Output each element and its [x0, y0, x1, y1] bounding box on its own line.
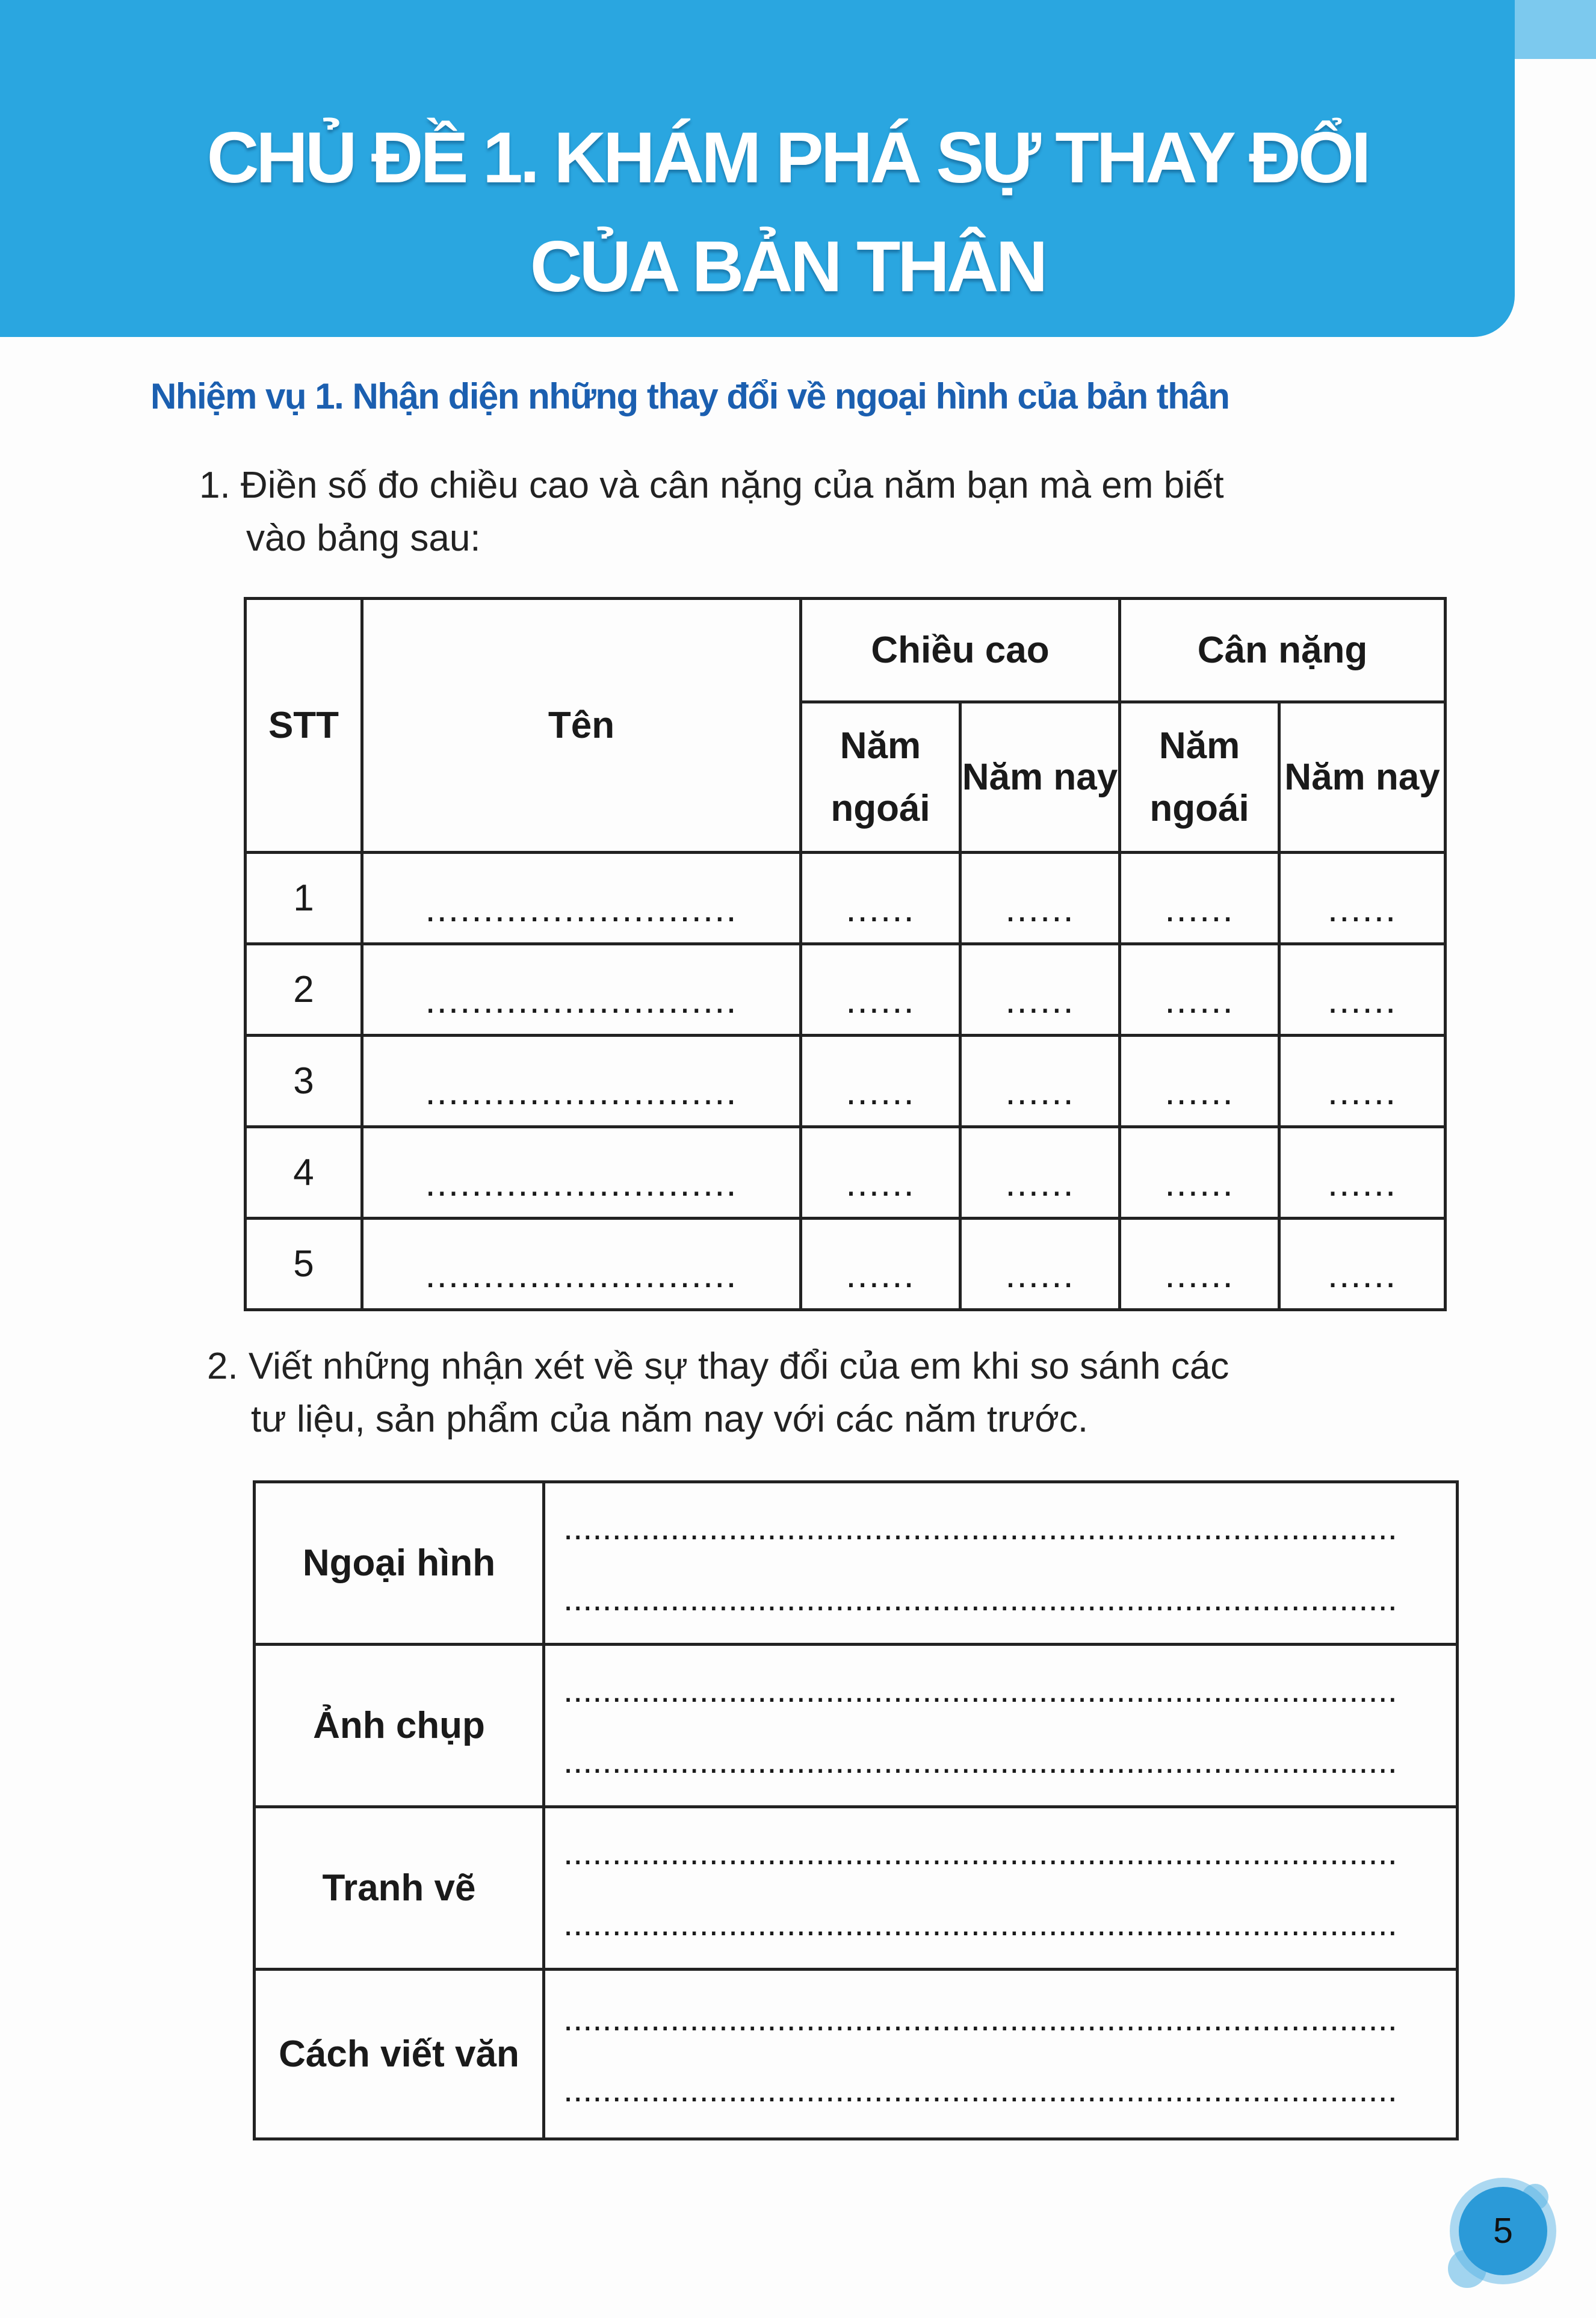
- row-number: 5: [246, 1219, 362, 1310]
- task-title: Nhiệm vụ 1. Nhận diện những thay đổi về ngoại hình của bản thân: [150, 376, 1229, 416]
- reflection-table: [253, 1480, 1459, 2140]
- value-blank[interactable]: ......: [1279, 1127, 1446, 1219]
- value-blank[interactable]: ......: [1279, 1036, 1446, 1127]
- answer-line[interactable]: ......................................................................................: [563, 1998, 1397, 2038]
- value-blank[interactable]: ......: [960, 1127, 1120, 1219]
- row-number: 1: [246, 853, 362, 944]
- value-blank[interactable]: ......: [960, 853, 1120, 944]
- table-row: [246, 1219, 1446, 1310]
- name-blank[interactable]: ...........................: [362, 944, 801, 1036]
- question-1-line1: 1. Điền số đo chiều cao và cân nặng của năm bạn mà em biết: [199, 465, 1224, 506]
- value-blank[interactable]: ......: [960, 944, 1120, 1036]
- answer-line[interactable]: ......................................................................................: [563, 2069, 1397, 2109]
- col-weight-last-year: Năm ngoái: [1120, 702, 1279, 853]
- question-1-line2: vào bảng sau:: [246, 518, 481, 559]
- name-blank[interactable]: ...........................: [362, 1219, 801, 1310]
- table-row: [246, 944, 1446, 1036]
- aspect-label: Ngoại hình: [255, 1482, 544, 1645]
- table-row: [246, 1036, 1446, 1127]
- table-row: [255, 1645, 1458, 1807]
- aspect-label: Cách viết văn: [255, 1970, 544, 2139]
- aspect-label: Ảnh chụp: [255, 1645, 544, 1807]
- measurement-table: [244, 597, 1447, 1311]
- question-2-line2: tư liệu, sản phẩm của năm nay với các năm trước.: [251, 1399, 1089, 1440]
- answer-field[interactable]: [544, 1970, 1458, 2139]
- page-title-line2: CỦA BẢN THÂN: [530, 226, 1045, 307]
- col-stt: STT: [246, 599, 362, 853]
- value-blank[interactable]: ......: [1120, 944, 1279, 1036]
- table-row: [255, 1807, 1458, 1970]
- answer-field[interactable]: [544, 1482, 1458, 1645]
- col-height-this-year: Năm nay: [960, 702, 1120, 853]
- col-weight-this-year: Năm nay: [1279, 702, 1446, 853]
- value-blank[interactable]: ......: [801, 853, 960, 944]
- value-blank[interactable]: ......: [1279, 853, 1446, 944]
- answer-line[interactable]: ......................................................................................: [563, 1903, 1397, 1943]
- answer-line[interactable]: ......................................................................................: [563, 1507, 1397, 1547]
- value-blank[interactable]: ......: [801, 944, 960, 1036]
- answer-line[interactable]: ......................................................................................: [563, 1832, 1397, 1872]
- value-blank[interactable]: ......: [1279, 944, 1446, 1036]
- col-weight: Cân nặng: [1120, 599, 1446, 702]
- answer-field[interactable]: [544, 1645, 1458, 1807]
- value-blank[interactable]: ......: [1120, 1036, 1279, 1127]
- name-blank[interactable]: ...........................: [362, 853, 801, 944]
- value-blank[interactable]: ......: [960, 1036, 1120, 1127]
- table-row: [255, 1970, 1458, 2139]
- answer-line[interactable]: ......................................................................................: [563, 1578, 1397, 1618]
- aspect-label: Tranh vẽ: [255, 1807, 544, 1970]
- row-number: 4: [246, 1127, 362, 1219]
- value-blank[interactable]: ......: [1279, 1219, 1446, 1310]
- page-number: 5: [1459, 2187, 1547, 2275]
- col-name: Tên: [362, 599, 801, 853]
- table-row: [255, 1482, 1458, 1645]
- value-blank[interactable]: ......: [801, 1127, 960, 1219]
- col-height-last-year: Năm ngoái: [801, 702, 960, 853]
- value-blank[interactable]: ......: [801, 1219, 960, 1310]
- page-title-line1: CHỦ ĐỀ 1. KHÁM PHÁ SỰ THAY ĐỔI: [206, 117, 1369, 198]
- row-number: 2: [246, 944, 362, 1036]
- value-blank[interactable]: ......: [1120, 1127, 1279, 1219]
- answer-line[interactable]: ......................................................................................: [563, 1741, 1397, 1781]
- col-height: Chiều cao: [801, 599, 1120, 702]
- question-2-line1: 2. Viết những nhận xét về sự thay đổi của em khi so sánh các: [207, 1346, 1229, 1387]
- table-row: [246, 1127, 1446, 1219]
- value-blank[interactable]: ......: [1120, 1219, 1279, 1310]
- table-row: [246, 853, 1446, 944]
- value-blank[interactable]: ......: [801, 1036, 960, 1127]
- answer-field[interactable]: [544, 1807, 1458, 1970]
- answer-line[interactable]: ......................................................................................: [563, 1670, 1397, 1710]
- row-number: 3: [246, 1036, 362, 1127]
- value-blank[interactable]: ......: [1120, 853, 1279, 944]
- name-blank[interactable]: ...........................: [362, 1036, 801, 1127]
- banner-edge: [1515, 0, 1596, 59]
- value-blank[interactable]: ......: [960, 1219, 1120, 1310]
- name-blank[interactable]: ...........................: [362, 1127, 801, 1219]
